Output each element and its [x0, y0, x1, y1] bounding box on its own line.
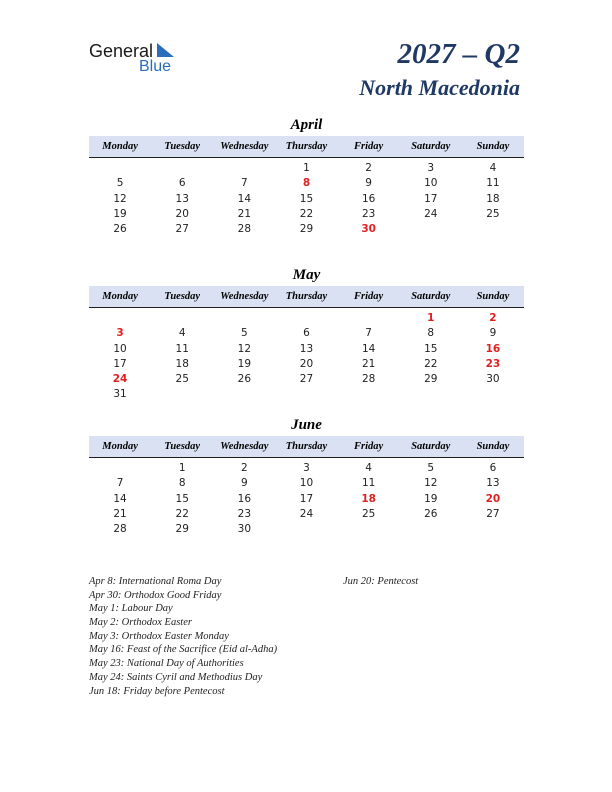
weekday-label: Wednesday [220, 291, 269, 302]
week-row [89, 326, 524, 341]
weekday-label: Tuesday [164, 441, 201, 452]
weekday-label: Wednesday [220, 441, 269, 452]
day-cell [275, 522, 337, 537]
holiday-list-left [89, 575, 277, 698]
weekday-label: Friday [354, 441, 384, 452]
day-cell: 30 [486, 373, 500, 386]
day-cell: 7 [365, 327, 372, 340]
day-cell: 13 [175, 192, 189, 205]
day-cell [213, 387, 275, 402]
day-cell: 5 [241, 327, 248, 340]
weekday-label: Monday [102, 141, 138, 152]
week-row [89, 161, 524, 176]
month-title: June [291, 417, 322, 433]
month-june [89, 415, 524, 537]
logo-triangle-icon [155, 42, 175, 58]
day-cell: 4 [489, 162, 497, 174]
day-cell: 26 [237, 373, 252, 386]
day-cell: 31 [113, 388, 127, 401]
weekday-label: Sunday [476, 141, 510, 152]
day-cell [338, 387, 400, 402]
holiday-day-cell: 23 [485, 357, 501, 370]
day-cell: 3 [303, 462, 310, 474]
day-cell: 29 [424, 373, 438, 386]
weekday-header [89, 436, 524, 458]
day-cell [338, 311, 400, 326]
day-cell: 15 [299, 192, 314, 205]
weekday-label: Sunday [476, 441, 510, 452]
day-cell [400, 387, 462, 402]
day-cell: 7 [116, 477, 124, 490]
day-cell: 1 [178, 462, 186, 474]
day-cell: 28 [113, 523, 127, 536]
logo-blue-text: Blue [139, 58, 172, 75]
day-cell [275, 387, 337, 402]
day-cell: 14 [237, 192, 252, 205]
month-grid [89, 308, 524, 403]
day-cell: 20 [175, 207, 189, 220]
day-cell: 19 [424, 492, 438, 505]
weekday-label: Monday [102, 291, 138, 302]
brand-logo [89, 40, 189, 76]
day-cell: 21 [113, 507, 127, 520]
day-cell: 10 [299, 477, 314, 490]
day-cell: 19 [113, 207, 127, 220]
day-cell: 25 [486, 207, 500, 220]
day-cell: 10 [424, 177, 438, 190]
week-row [89, 176, 524, 191]
country-name: North Macedonia [359, 75, 520, 100]
month-grid [89, 458, 524, 537]
day-cell [151, 311, 213, 326]
day-cell: 7 [241, 177, 248, 190]
day-cell: 4 [365, 462, 372, 474]
day-cell: 3 [427, 162, 435, 174]
day-cell: 24 [299, 507, 314, 520]
holiday-day-cell: 18 [361, 492, 376, 505]
weekday-label: Friday [354, 291, 384, 302]
day-cell [151, 161, 213, 176]
day-cell [89, 461, 151, 476]
day-cell: 22 [424, 357, 438, 370]
weekday-label: Friday [354, 141, 384, 152]
day-cell: 24 [424, 207, 438, 220]
day-cell [400, 522, 462, 537]
day-cell: 8 [178, 477, 186, 490]
month-april [89, 115, 524, 237]
day-cell: 9 [489, 327, 497, 340]
day-cell: 20 [299, 357, 314, 370]
day-cell: 11 [486, 177, 500, 190]
day-cell: 1 [303, 162, 310, 174]
day-cell: 23 [361, 207, 376, 220]
holiday-day-cell: 1 [427, 312, 435, 324]
day-cell: 22 [299, 207, 314, 220]
day-cell: 6 [178, 177, 186, 190]
day-cell: 21 [361, 357, 376, 370]
week-row [89, 522, 524, 537]
week-row [89, 311, 524, 326]
day-cell: 10 [113, 342, 127, 355]
week-row [89, 461, 524, 476]
day-cell: 30 [237, 523, 252, 536]
week-row [89, 357, 524, 372]
weekday-label: Monday [102, 441, 138, 452]
day-cell: 14 [361, 342, 376, 355]
holiday-entry: Jun 20: Pentecost [343, 576, 419, 587]
day-cell: 5 [427, 462, 435, 474]
day-cell: 9 [365, 177, 372, 190]
holiday-entry: May 16: Feast of the Sacrifice (Eid al-Adha) [89, 644, 278, 656]
holiday-day-cell: 3 [116, 327, 124, 340]
day-cell: 14 [113, 492, 127, 505]
holiday-day-cell: 2 [489, 312, 497, 324]
day-cell: 5 [116, 177, 124, 190]
holiday-list-right [343, 575, 418, 589]
weekday-label: Saturday [411, 291, 451, 302]
weekday-label: Sunday [476, 291, 510, 302]
day-cell: 12 [424, 477, 438, 490]
holiday-entry: Jun 18: Friday before Pentecost [89, 685, 225, 697]
day-cell: 27 [175, 223, 189, 236]
day-cell [462, 222, 524, 237]
weekday-label: Wednesday [220, 141, 269, 152]
holiday-day-cell: 16 [485, 342, 501, 355]
day-cell [338, 522, 400, 537]
day-cell: 29 [299, 223, 314, 236]
day-cell [213, 311, 275, 326]
month-grid [89, 158, 524, 237]
day-cell: 28 [361, 373, 376, 386]
day-cell: 25 [175, 373, 189, 386]
holiday-entry: May 1: Labour Day [89, 603, 173, 615]
weekday-label: Thursday [285, 291, 328, 302]
day-cell [462, 387, 524, 402]
week-row [89, 372, 524, 387]
day-cell: 21 [237, 207, 252, 220]
day-cell: 16 [361, 192, 376, 205]
day-cell: 28 [237, 223, 252, 236]
week-row [89, 342, 524, 357]
day-cell: 13 [299, 342, 314, 355]
day-cell: 17 [113, 357, 127, 370]
holiday-entry: May 2: Orthodox Easter [89, 617, 192, 629]
month-title: May [292, 267, 321, 283]
weekday-label: Tuesday [164, 141, 201, 152]
day-cell: 13 [486, 477, 500, 490]
day-cell: 18 [175, 357, 189, 370]
day-cell: 9 [241, 477, 248, 490]
day-cell: 17 [424, 192, 438, 205]
holiday-entry: May 24: Saints Cyril and Methodius Day [89, 671, 263, 683]
weekday-label: Saturday [411, 441, 451, 452]
day-cell [213, 161, 275, 176]
page-title: 2027 – Q2 [397, 38, 520, 70]
day-cell: 26 [424, 507, 438, 520]
weekday-header [89, 286, 524, 308]
day-cell: 12 [113, 192, 127, 205]
day-cell: 17 [299, 492, 314, 505]
holiday-day-cell: 24 [112, 373, 128, 386]
day-cell: 29 [175, 523, 189, 536]
month-title: April [290, 117, 323, 133]
day-cell [151, 387, 213, 402]
holiday-entry: Apr 30: Orthodox Good Friday [89, 589, 222, 601]
day-cell: 27 [486, 507, 500, 520]
day-cell [89, 311, 151, 326]
holiday-day-cell: 20 [485, 492, 501, 505]
holiday-day-cell: 30 [361, 223, 376, 236]
day-cell: 6 [489, 462, 497, 474]
holiday-day-cell: 8 [302, 177, 311, 190]
week-row [89, 192, 524, 207]
week-row [89, 387, 524, 402]
holiday-entry: May 23: National Day of Authorities [89, 658, 244, 670]
day-cell: 11 [175, 342, 189, 355]
weekday-header [89, 136, 524, 158]
day-cell: 4 [178, 327, 186, 340]
day-cell: 27 [299, 373, 314, 386]
weekday-label: Thursday [285, 141, 328, 152]
day-cell: 18 [486, 192, 500, 205]
week-row [89, 222, 524, 237]
day-cell: 6 [303, 327, 310, 340]
weekday-label: Saturday [411, 141, 451, 152]
logo-general-text: General [89, 41, 154, 61]
month-may [89, 265, 524, 403]
day-cell [462, 522, 524, 537]
day-cell: 15 [424, 342, 438, 355]
day-cell: 2 [365, 162, 372, 174]
day-cell: 22 [175, 507, 189, 520]
day-cell [400, 222, 462, 237]
week-row [89, 207, 524, 222]
day-cell: 2 [241, 462, 248, 474]
day-cell: 16 [237, 492, 252, 505]
weekday-label: Thursday [285, 441, 328, 452]
day-cell [275, 311, 337, 326]
day-cell: 25 [361, 507, 376, 520]
weekday-label: Tuesday [164, 291, 201, 302]
day-cell: 8 [427, 327, 435, 340]
day-cell: 12 [237, 342, 252, 355]
holiday-entry: May 3: Orthodox Easter Monday [89, 630, 229, 642]
day-cell: 23 [237, 507, 252, 520]
week-row [89, 476, 524, 491]
day-cell: 19 [237, 357, 252, 370]
day-cell: 15 [175, 492, 189, 505]
week-row [89, 492, 524, 507]
day-cell: 11 [361, 477, 376, 490]
day-cell: 26 [113, 223, 127, 236]
week-row [89, 507, 524, 522]
holiday-entry: Apr 8: International Roma Day [89, 576, 222, 587]
day-cell [89, 161, 151, 176]
